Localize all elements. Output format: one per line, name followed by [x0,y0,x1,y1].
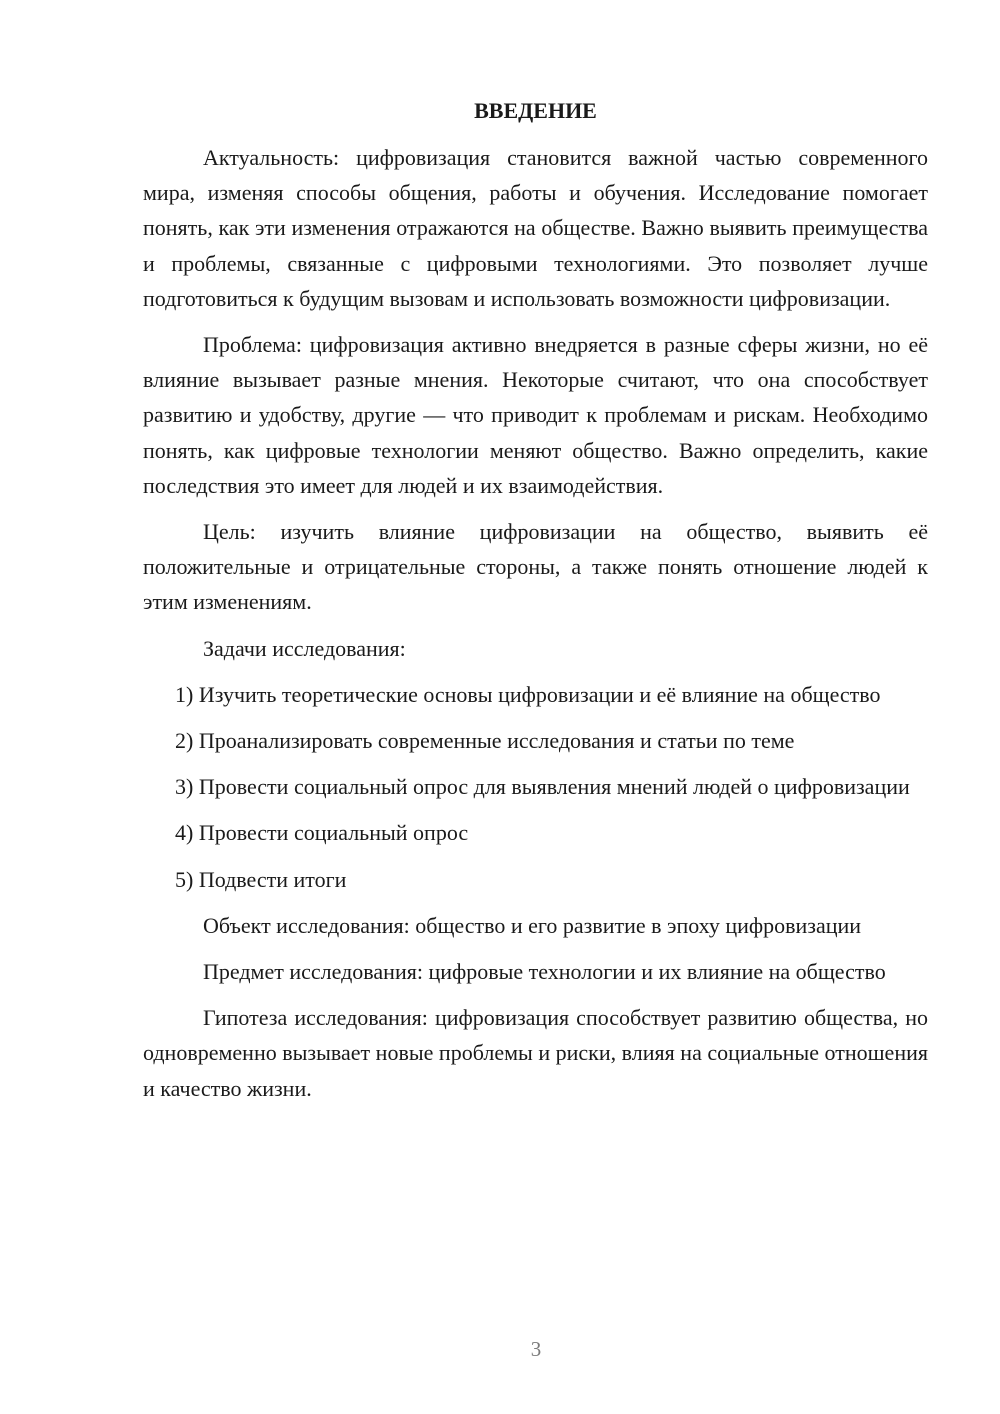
task-item-2: 2) Проанализировать современные исследования и статьи по теме [175,728,795,754]
section-heading: ВВЕДЕНИЕ [474,98,597,123]
hypothesis-paragraph: Гипотеза исследования: цифровизация способствует развитию общества, но одновременно вызывает новые проблемы и риски, влияя на социальные отношения и качество жизни. [143,1005,928,1101]
page-number: 3 [530,1337,542,1361]
relevance-paragraph: Актуальность: цифровизация становится важной частью современного мира, изменяя способы общения, работы и обучения. Исследование помогает понять, как эти изменения отражаются на обществе. Важно выявить преимущества и проблемы, связанные с цифровыми технологиями. Это позволяет лучше подготовиться к будущим вызовам и использовать возможности цифровизации. [143,145,928,311]
task-item-3: 3) Провести социальный опрос для выявления мнений людей о цифровизации [175,774,910,800]
subject-paragraph: Предмет исследования: цифровые технологии и их влияние на общество [203,959,886,985]
task-item-5: 5) Подвести итоги [175,866,347,892]
page-content [143,93,928,1106]
goal-paragraph: Цель: изучить влияние цифровизации на общество, выявить её положительные и отрицательные стороны, а также понять отношение людей к этим изменениям. [143,519,928,615]
task-item-4: 4) Провести социальный опрос [175,820,469,846]
problem-paragraph: Проблема: цифровизация активно внедряется в разные сферы жизни, но её влияние вызывает разные мнения. Некоторые считают, что она способствует развитию и удобству, другие — что приводит к проблемам и рискам. Необходимо понять, как цифровые технологии меняют общество. Важно определить, какие последствия это имеет для людей и их взаимодействия. [143,332,928,498]
task-item-1: 1) Изучить теоретические основы цифровизации и её влияние на общество [175,681,881,707]
object-paragraph: Объект исследования: общество и его развитие в эпоху цифровизации [203,912,862,938]
tasks-title: Задачи исследования: [203,635,406,661]
